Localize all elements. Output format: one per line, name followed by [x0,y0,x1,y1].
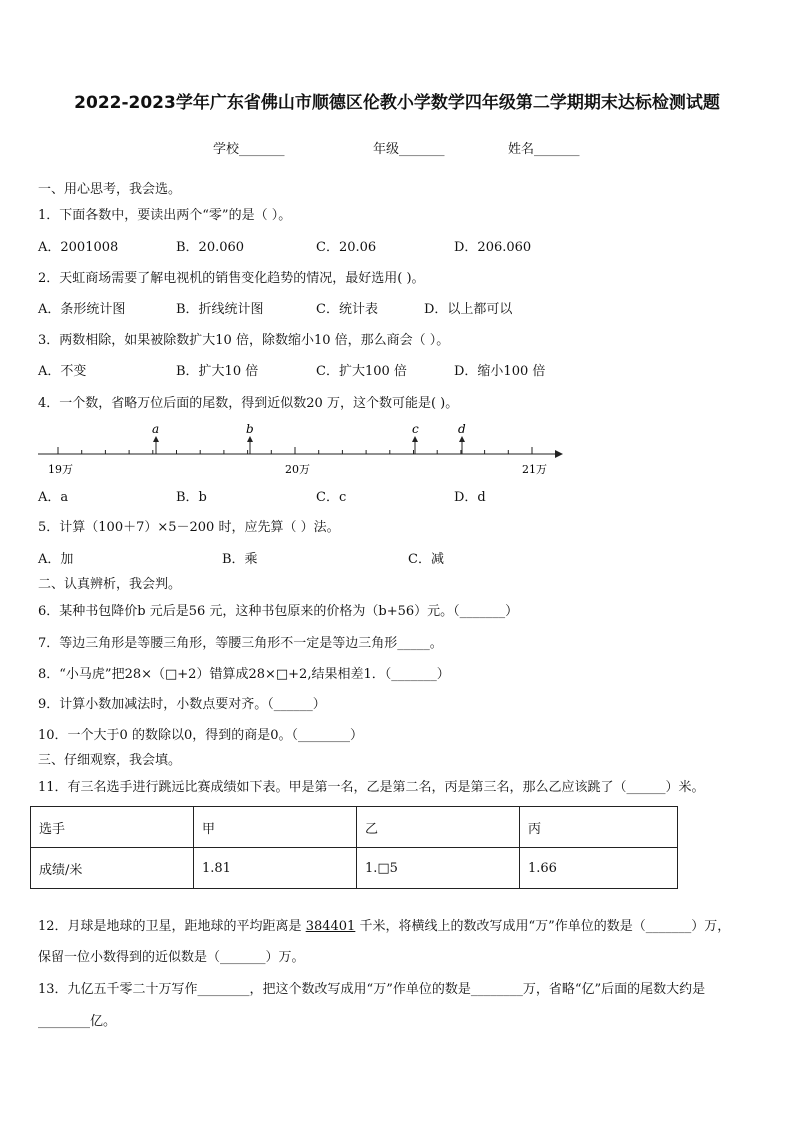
question-1-option-c: C．20.06 [316,240,377,255]
question-9: 9．计算小数加减法时，小数点要对齐。（______） [38,697,326,712]
point-d-arrowhead [459,436,465,442]
question-10: 10．一个大于0 的数除以0，得到的商是0。（________） [38,728,363,743]
question-5-option-b: B．乘 [222,552,258,567]
question-4-option-c: C．c [316,490,347,505]
table-cell: 丙 [520,807,678,848]
table-header-row [31,807,678,848]
number-line-arrow [555,450,563,458]
question-2-option-c: C．统计表 [316,302,378,317]
question-1-stem: 1．下面各数中，要读出两个“零”的是（ ）。 [38,208,292,223]
point-label-d: d [458,422,466,436]
point-b-arrowhead [247,436,253,442]
question-1-option-a: A．2001008 [38,240,119,255]
point-c-arrowhead [412,436,418,442]
question-2-option-d: D．以上都可以 [424,302,513,317]
question-12-line-2: 保留一位小数得到的近似数是（_______）万。 [38,950,305,965]
question-13-line-2: ________亿。 [38,1014,117,1029]
question-6: 6．某种书包降价b 元后是56 元，这种书包原来的价格为（b+56）元。（_______） [38,604,519,619]
question-4-option-b: B．b [176,490,207,505]
question-2-stem: 2．天虹商场需要了解电视机的销售变化趋势的情况，最好选用( )。 [38,271,425,286]
page-title: 2022-2023学年广东省佛山市顺德区伦教小学数学四年级第二学期期末达标检测试题 [74,93,720,113]
table-cell: 甲 [194,807,357,848]
tick-label-21w: 21万 [522,463,547,476]
question-5-option-a: A．加 [38,552,74,567]
section-heading-2: 二、认真辨析，我会判。 [38,577,182,592]
table-row [31,848,678,889]
section-heading-3: 三、仔细观察，我会填。 [38,753,182,768]
table-cell: 1.66 [520,848,678,889]
question-1-option-d: D．206.060 [454,240,532,255]
school-field: 学校_______ [213,142,285,157]
question-3-option-b: B．扩大10 倍 [176,364,259,379]
table-cell: 选手 [31,807,194,848]
question-2-option-a: A．条形统计图 [38,302,126,317]
question-5-stem: 5．计算（100＋7）×5－200 时，应先算（ ）法。 [38,520,340,535]
point-a-arrowhead [153,436,159,442]
question-4-option-a: A．a [38,490,69,505]
question-1-option-b: B．20.060 [176,240,245,255]
question-12-number: 384401 [305,919,356,934]
number-line-ticks [58,447,532,454]
tick-label-20w: 20万 [285,463,310,476]
question-3-stem: 3．两数相除，如果被除数扩大10 倍，除数缩小10 倍，那么商会（ ）。 [38,333,450,348]
grade-field: 年级_______ [373,142,445,157]
question-2-option-b: B．折线统计图 [176,302,264,317]
table-cell: 1.□5 [357,848,520,889]
question-3-option-a: A．不变 [38,364,87,379]
table-cell: 成绩/米 [31,848,194,889]
results-table [30,806,678,889]
number-line [30,418,570,478]
point-label-b: b [246,422,254,436]
point-label-a: a [152,422,160,436]
question-3-option-c: C．扩大100 倍 [316,364,407,379]
question-12-text-after: 千米，将横线上的数改写成用“万”作单位的数是（_______）万， [355,919,731,934]
table-cell: 乙 [357,807,520,848]
tick-label-19w: 19万 [48,463,73,476]
question-3-option-d: D．缩小100 倍 [454,364,546,379]
question-13-line-1: 13．九亿五千零二十万写作________，把这个数改写成用“万”作单位的数是________万，省略“亿”后面的尾数大约是 [38,982,706,997]
question-8: 8．“小马虎”把28×（□+2）错算成28×□+2,结果相差1．（_______） [38,667,450,682]
question-12-text-before: 12．月球是地球的卫星，距地球的平均距离是 [38,919,306,934]
question-4-option-d: D．d [454,490,486,505]
point-label-c: c [412,422,419,436]
question-7: 7．等边三角形是等腰三角形，等腰三角形不一定是等边三角形_____。 [38,636,443,651]
question-4-stem: 4．一个数，省略万位后面的尾数，得到近似数20 万，这个数可能是( )。 [38,396,459,411]
name-field: 姓名_______ [508,142,580,157]
table-cell: 1.81 [194,848,357,889]
question-12-line-1 [38,919,730,935]
section-heading-1: 一、用心思考，我会选。 [38,182,182,197]
question-5-option-c: C．减 [408,552,444,567]
question-11-stem: 11．有三名选手进行跳远比赛成绩如下表。甲是第一名，乙是第二名，丙是第三名，那么乙应该跳了（______）米。 [38,780,705,795]
